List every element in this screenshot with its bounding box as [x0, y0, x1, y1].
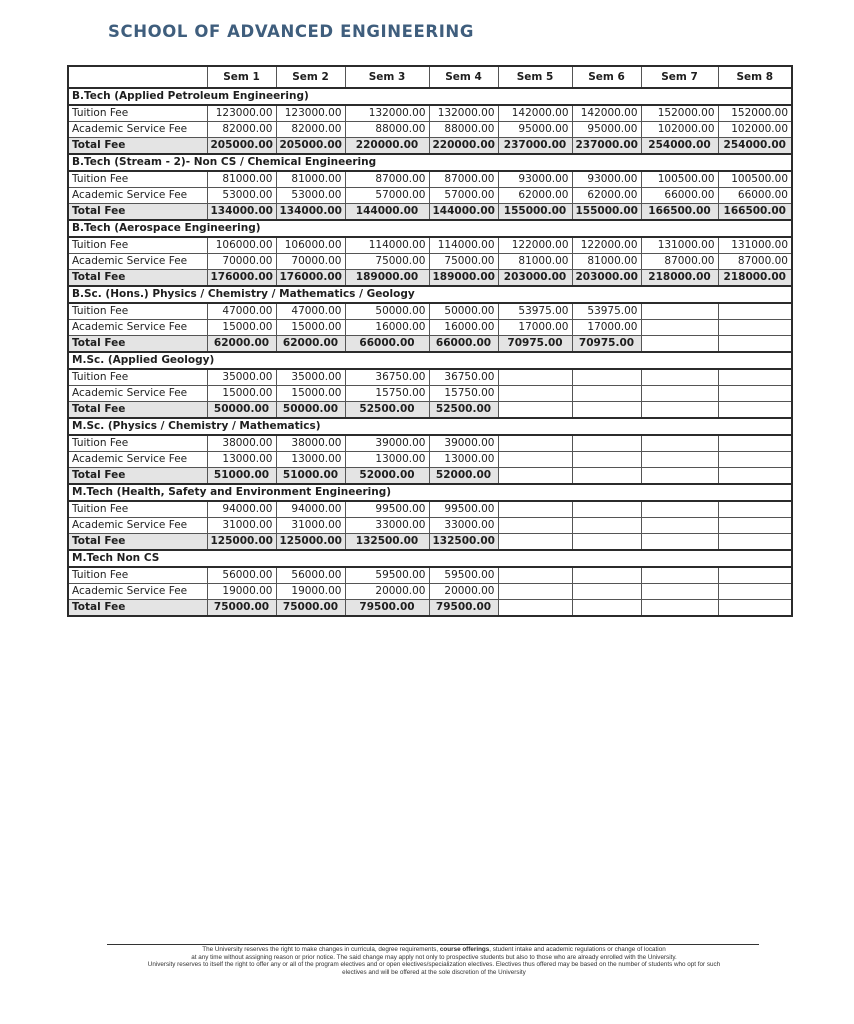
fee-cell-sem-5 [498, 600, 572, 617]
fee-cell-sem-1: 81000.00 [207, 171, 276, 188]
fee-cell-sem-8 [718, 534, 792, 551]
fee-cell-sem-8: 102000.00 [718, 122, 792, 138]
program-name: B.Tech (Aerospace Engineering) [68, 220, 792, 237]
footer-line-2: at any time without assigning reason or prior notice. The said change may apply not only to prospective students but also to those who are already enrolled with the University. [191, 953, 677, 961]
fee-cell-sem-7: 102000.00 [641, 122, 718, 138]
fee-cell-sem-1: 134000.00 [207, 204, 276, 221]
fee-cell-sem-5: 142000.00 [498, 105, 572, 122]
header-sem-1: Sem 1 [207, 66, 276, 88]
fee-cell-sem-4: 87000.00 [429, 171, 498, 188]
row-label: Total Fee [68, 600, 207, 617]
fee-cell-sem-4: 75000.00 [429, 254, 498, 270]
fee-cell-sem-6 [572, 600, 641, 617]
fee-cell-sem-1: 205000.00 [207, 138, 276, 155]
fee-cell-sem-5: 237000.00 [498, 138, 572, 155]
tuition-fee-row [68, 369, 792, 386]
fee-cell-sem-6 [572, 584, 641, 600]
fee-cell-sem-3: 87000.00 [345, 171, 429, 188]
fee-cell-sem-3: 59500.00 [345, 567, 429, 584]
fee-cell-sem-4: 50000.00 [429, 303, 498, 320]
total-fee-row [68, 138, 792, 155]
fee-cell-sem-3: 57000.00 [345, 188, 429, 204]
academic-service-fee-row [68, 386, 792, 402]
fee-cell-sem-5 [498, 386, 572, 402]
fee-cell-sem-6 [572, 534, 641, 551]
row-label: Total Fee [68, 468, 207, 485]
fee-cell-sem-7 [641, 303, 718, 320]
fee-cell-sem-4: 52500.00 [429, 402, 498, 419]
fee-cell-sem-2: 205000.00 [276, 138, 345, 155]
program-row [68, 484, 792, 501]
fee-cell-sem-6: 203000.00 [572, 270, 641, 287]
fee-cell-sem-2: 123000.00 [276, 105, 345, 122]
fee-cell-sem-4: 36750.00 [429, 369, 498, 386]
fee-cell-sem-8 [718, 468, 792, 485]
fee-cell-sem-6 [572, 369, 641, 386]
total-fee-row [68, 402, 792, 419]
academic-service-fee-row [68, 452, 792, 468]
program-name: M.Tech (Health, Safety and Environment Engineering) [68, 484, 792, 501]
fee-cell-sem-5: 122000.00 [498, 237, 572, 254]
fee-cell-sem-5 [498, 584, 572, 600]
fee-cell-sem-1: 56000.00 [207, 567, 276, 584]
fee-cell-sem-4: 39000.00 [429, 435, 498, 452]
fee-cell-sem-2: 35000.00 [276, 369, 345, 386]
tuition-fee-row [68, 567, 792, 584]
program-name: B.Sc. (Hons.) Physics / Chemistry / Mathematics / Geology [68, 286, 792, 303]
fee-cell-sem-7 [641, 468, 718, 485]
fee-table [67, 65, 793, 617]
fee-cell-sem-1: 38000.00 [207, 435, 276, 452]
row-label: Academic Service Fee [68, 518, 207, 534]
fee-cell-sem-8 [718, 584, 792, 600]
fee-cell-sem-2: 62000.00 [276, 336, 345, 353]
fee-cell-sem-1: 75000.00 [207, 600, 276, 617]
fee-cell-sem-2: 75000.00 [276, 600, 345, 617]
fee-cell-sem-8 [718, 320, 792, 336]
fee-cell-sem-7 [641, 435, 718, 452]
program-name: M.Tech Non CS [68, 550, 792, 567]
header-sem-2: Sem 2 [276, 66, 345, 88]
fee-cell-sem-5 [498, 452, 572, 468]
fee-cell-sem-6: 81000.00 [572, 254, 641, 270]
tuition-fee-row [68, 435, 792, 452]
fee-cell-sem-8 [718, 435, 792, 452]
row-label: Tuition Fee [68, 105, 207, 122]
fee-cell-sem-2: 50000.00 [276, 402, 345, 419]
academic-service-fee-row [68, 518, 792, 534]
fee-cell-sem-8: 254000.00 [718, 138, 792, 155]
fee-cell-sem-4: 59500.00 [429, 567, 498, 584]
footer-line-3: University reserves to itself the right to offer any or all of the program electives and or open electives/specialization electives. Electives thus offered may be based on the number of students who opt for such [147, 961, 721, 969]
fee-cell-sem-8 [718, 600, 792, 617]
row-label: Academic Service Fee [68, 452, 207, 468]
row-label: Academic Service Fee [68, 320, 207, 336]
fee-cell-sem-1: 51000.00 [207, 468, 276, 485]
academic-service-fee-row [68, 320, 792, 336]
fee-cell-sem-4: 66000.00 [429, 336, 498, 353]
fee-cell-sem-4: 132000.00 [429, 105, 498, 122]
program-name: B.Tech (Applied Petroleum Engineering) [68, 88, 792, 105]
row-label: Total Fee [68, 270, 207, 287]
fee-cell-sem-8: 87000.00 [718, 254, 792, 270]
fee-cell-sem-5 [498, 534, 572, 551]
fee-cell-sem-3: 75000.00 [345, 254, 429, 270]
fee-cell-sem-2: 94000.00 [276, 501, 345, 518]
fee-cell-sem-6 [572, 386, 641, 402]
fee-cell-sem-7 [641, 452, 718, 468]
fee-cell-sem-7 [641, 369, 718, 386]
fee-cell-sem-3: 88000.00 [345, 122, 429, 138]
footer-line-1: The University reserves the right to make changes in curricula, degree requirements, course offerings, student intake and academic regulations or change of location [202, 946, 666, 953]
fee-cell-sem-1: 31000.00 [207, 518, 276, 534]
fee-cell-sem-6 [572, 402, 641, 419]
fee-cell-sem-5: 155000.00 [498, 204, 572, 221]
fee-cell-sem-7: 152000.00 [641, 105, 718, 122]
fee-cell-sem-4: 52000.00 [429, 468, 498, 485]
fee-cell-sem-7 [641, 402, 718, 419]
fee-cell-sem-6 [572, 452, 641, 468]
fee-cell-sem-4: 88000.00 [429, 122, 498, 138]
fee-cell-sem-7: 254000.00 [641, 138, 718, 155]
fee-cell-sem-2: 47000.00 [276, 303, 345, 320]
header-sem-8: Sem 8 [718, 66, 792, 88]
fee-cell-sem-4: 114000.00 [429, 237, 498, 254]
row-label: Tuition Fee [68, 435, 207, 452]
fee-cell-sem-5 [498, 501, 572, 518]
fee-cell-sem-2: 56000.00 [276, 567, 345, 584]
fee-cell-sem-4: 144000.00 [429, 204, 498, 221]
header-sem-5: Sem 5 [498, 66, 572, 88]
fee-cell-sem-7 [641, 534, 718, 551]
fee-cell-sem-7: 166500.00 [641, 204, 718, 221]
fee-cell-sem-8: 100500.00 [718, 171, 792, 188]
fee-cell-sem-3: 132000.00 [345, 105, 429, 122]
total-fee-row [68, 204, 792, 221]
fee-cell-sem-2: 176000.00 [276, 270, 345, 287]
row-label: Tuition Fee [68, 303, 207, 320]
tuition-fee-row [68, 501, 792, 518]
fee-cell-sem-6: 95000.00 [572, 122, 641, 138]
fee-cell-sem-4: 33000.00 [429, 518, 498, 534]
header-row [68, 66, 792, 88]
fee-cell-sem-7: 87000.00 [641, 254, 718, 270]
fee-cell-sem-4: 20000.00 [429, 584, 498, 600]
fee-cell-sem-2: 51000.00 [276, 468, 345, 485]
fee-cell-sem-1: 82000.00 [207, 122, 276, 138]
total-fee-row [68, 336, 792, 353]
row-label: Tuition Fee [68, 171, 207, 188]
fee-cell-sem-7 [641, 584, 718, 600]
fee-cell-sem-5 [498, 518, 572, 534]
program-row [68, 352, 792, 369]
fee-cell-sem-8 [718, 518, 792, 534]
fee-cell-sem-8 [718, 336, 792, 353]
fee-cell-sem-1: 106000.00 [207, 237, 276, 254]
fee-cell-sem-3: 144000.00 [345, 204, 429, 221]
fee-cell-sem-5 [498, 435, 572, 452]
fee-cell-sem-1: 62000.00 [207, 336, 276, 353]
fee-cell-sem-1: 15000.00 [207, 320, 276, 336]
fee-cell-sem-2: 15000.00 [276, 386, 345, 402]
fee-cell-sem-2: 70000.00 [276, 254, 345, 270]
fee-cell-sem-1: 50000.00 [207, 402, 276, 419]
row-label: Total Fee [68, 534, 207, 551]
tuition-fee-row [68, 171, 792, 188]
tuition-fee-row [68, 237, 792, 254]
fee-cell-sem-3: 15750.00 [345, 386, 429, 402]
row-label: Academic Service Fee [68, 254, 207, 270]
fee-cell-sem-3: 220000.00 [345, 138, 429, 155]
fee-cell-sem-2: 134000.00 [276, 204, 345, 221]
fee-cell-sem-1: 15000.00 [207, 386, 276, 402]
fee-cell-sem-4: 220000.00 [429, 138, 498, 155]
total-fee-row [68, 270, 792, 287]
program-name: M.Sc. (Applied Geology) [68, 352, 792, 369]
fee-cell-sem-6 [572, 501, 641, 518]
fee-cell-sem-1: 70000.00 [207, 254, 276, 270]
academic-service-fee-row [68, 188, 792, 204]
fee-cell-sem-4: 189000.00 [429, 270, 498, 287]
fee-cell-sem-8 [718, 452, 792, 468]
fee-cell-sem-6: 17000.00 [572, 320, 641, 336]
header-corner [68, 66, 207, 88]
fee-cell-sem-5: 81000.00 [498, 254, 572, 270]
fee-cell-sem-7: 100500.00 [641, 171, 718, 188]
fee-cell-sem-1: 19000.00 [207, 584, 276, 600]
fee-cell-sem-3: 36750.00 [345, 369, 429, 386]
fee-cell-sem-8: 218000.00 [718, 270, 792, 287]
fee-cell-sem-8 [718, 567, 792, 584]
fee-table-body [68, 88, 792, 616]
row-label: Total Fee [68, 204, 207, 221]
fee-cell-sem-7 [641, 600, 718, 617]
fee-cell-sem-6: 155000.00 [572, 204, 641, 221]
fee-cell-sem-6: 70975.00 [572, 336, 641, 353]
fee-cell-sem-3: 79500.00 [345, 600, 429, 617]
fee-cell-sem-5: 70975.00 [498, 336, 572, 353]
fee-cell-sem-4: 57000.00 [429, 188, 498, 204]
fee-cell-sem-3: 50000.00 [345, 303, 429, 320]
fee-cell-sem-6 [572, 435, 641, 452]
row-label: Total Fee [68, 336, 207, 353]
fee-cell-sem-1: 125000.00 [207, 534, 276, 551]
total-fee-row [68, 534, 792, 551]
fee-cell-sem-6 [572, 468, 641, 485]
fee-cell-sem-2: 81000.00 [276, 171, 345, 188]
fee-cell-sem-3: 189000.00 [345, 270, 429, 287]
fee-cell-sem-3: 114000.00 [345, 237, 429, 254]
fee-cell-sem-1: 176000.00 [207, 270, 276, 287]
fee-cell-sem-3: 33000.00 [345, 518, 429, 534]
fee-cell-sem-8 [718, 402, 792, 419]
row-label: Tuition Fee [68, 237, 207, 254]
program-row [68, 88, 792, 105]
fee-cell-sem-5: 62000.00 [498, 188, 572, 204]
fee-cell-sem-3: 99500.00 [345, 501, 429, 518]
fee-cell-sem-7 [641, 336, 718, 353]
page-title: SCHOOL OF ADVANCED ENGINEERING [108, 22, 474, 41]
program-row [68, 220, 792, 237]
fee-cell-sem-5 [498, 369, 572, 386]
fee-cell-sem-7: 131000.00 [641, 237, 718, 254]
fee-cell-sem-1: 35000.00 [207, 369, 276, 386]
row-label: Academic Service Fee [68, 122, 207, 138]
academic-service-fee-row [68, 254, 792, 270]
fee-cell-sem-1: 13000.00 [207, 452, 276, 468]
fee-cell-sem-6: 122000.00 [572, 237, 641, 254]
row-label: Academic Service Fee [68, 188, 207, 204]
footer-divider [107, 944, 759, 945]
fee-cell-sem-6: 237000.00 [572, 138, 641, 155]
fee-cell-sem-4: 79500.00 [429, 600, 498, 617]
fee-cell-sem-8 [718, 386, 792, 402]
fee-cell-sem-8 [718, 501, 792, 518]
fee-cell-sem-5: 93000.00 [498, 171, 572, 188]
fee-cell-sem-1: 123000.00 [207, 105, 276, 122]
row-label: Academic Service Fee [68, 386, 207, 402]
fee-cell-sem-6 [572, 518, 641, 534]
fee-cell-sem-6 [572, 567, 641, 584]
footer-line-4: electives and will be offered at the sole discretion of the University [342, 968, 526, 976]
fee-cell-sem-5: 95000.00 [498, 122, 572, 138]
program-row [68, 418, 792, 435]
fee-cell-sem-5 [498, 567, 572, 584]
fee-cell-sem-7 [641, 567, 718, 584]
fee-cell-sem-7 [641, 501, 718, 518]
fee-cell-sem-7 [641, 320, 718, 336]
header-sem-6: Sem 6 [572, 66, 641, 88]
fee-cell-sem-3: 66000.00 [345, 336, 429, 353]
header-sem-7: Sem 7 [641, 66, 718, 88]
fee-cell-sem-2: 82000.00 [276, 122, 345, 138]
tuition-fee-row [68, 303, 792, 320]
fee-cell-sem-4: 15750.00 [429, 386, 498, 402]
fee-cell-sem-7 [641, 386, 718, 402]
fee-cell-sem-6: 93000.00 [572, 171, 641, 188]
fee-cell-sem-8 [718, 369, 792, 386]
fee-cell-sem-8: 66000.00 [718, 188, 792, 204]
fee-cell-sem-4: 132500.00 [429, 534, 498, 551]
fee-cell-sem-8: 166500.00 [718, 204, 792, 221]
total-fee-row [68, 468, 792, 485]
row-label: Tuition Fee [68, 369, 207, 386]
fee-cell-sem-3: 52000.00 [345, 468, 429, 485]
fee-cell-sem-2: 53000.00 [276, 188, 345, 204]
program-row [68, 154, 792, 171]
fee-cell-sem-6: 62000.00 [572, 188, 641, 204]
row-label: Total Fee [68, 402, 207, 419]
fee-cell-sem-2: 13000.00 [276, 452, 345, 468]
fee-cell-sem-4: 99500.00 [429, 501, 498, 518]
fee-cell-sem-4: 16000.00 [429, 320, 498, 336]
academic-service-fee-row [68, 122, 792, 138]
fee-cell-sem-2: 31000.00 [276, 518, 345, 534]
fee-cell-sem-7: 218000.00 [641, 270, 718, 287]
fee-cell-sem-1: 47000.00 [207, 303, 276, 320]
program-name: B.Tech (Stream - 2)- Non CS / Chemical Engineering [68, 154, 792, 171]
fee-cell-sem-1: 94000.00 [207, 501, 276, 518]
fee-cell-sem-2: 38000.00 [276, 435, 345, 452]
header-sem-3: Sem 3 [345, 66, 429, 88]
fee-cell-sem-3: 132500.00 [345, 534, 429, 551]
footer-disclaimer [100, 946, 768, 976]
row-label: Tuition Fee [68, 501, 207, 518]
fee-cell-sem-5 [498, 468, 572, 485]
fee-cell-sem-5: 17000.00 [498, 320, 572, 336]
fee-cell-sem-6: 53975.00 [572, 303, 641, 320]
fee-cell-sem-3: 52500.00 [345, 402, 429, 419]
tuition-fee-row [68, 105, 792, 122]
fee-cell-sem-3: 13000.00 [345, 452, 429, 468]
fee-cell-sem-8: 131000.00 [718, 237, 792, 254]
fee-cell-sem-3: 16000.00 [345, 320, 429, 336]
fee-cell-sem-5: 53975.00 [498, 303, 572, 320]
fee-cell-sem-2: 125000.00 [276, 534, 345, 551]
fee-cell-sem-4: 13000.00 [429, 452, 498, 468]
fee-cell-sem-3: 20000.00 [345, 584, 429, 600]
row-label: Tuition Fee [68, 567, 207, 584]
academic-service-fee-row [68, 584, 792, 600]
fee-cell-sem-7 [641, 518, 718, 534]
row-label: Academic Service Fee [68, 584, 207, 600]
fee-cell-sem-2: 19000.00 [276, 584, 345, 600]
fee-cell-sem-8 [718, 303, 792, 320]
total-fee-row [68, 600, 792, 617]
fee-cell-sem-7: 66000.00 [641, 188, 718, 204]
header-sem-4: Sem 4 [429, 66, 498, 88]
fee-cell-sem-5: 203000.00 [498, 270, 572, 287]
program-row [68, 550, 792, 567]
fee-cell-sem-1: 53000.00 [207, 188, 276, 204]
fee-cell-sem-2: 15000.00 [276, 320, 345, 336]
fee-cell-sem-3: 39000.00 [345, 435, 429, 452]
program-name: M.Sc. (Physics / Chemistry / Mathematics) [68, 418, 792, 435]
fee-cell-sem-8: 152000.00 [718, 105, 792, 122]
fee-cell-sem-2: 106000.00 [276, 237, 345, 254]
program-row [68, 286, 792, 303]
fee-cell-sem-5 [498, 402, 572, 419]
row-label: Total Fee [68, 138, 207, 155]
fee-cell-sem-6: 142000.00 [572, 105, 641, 122]
